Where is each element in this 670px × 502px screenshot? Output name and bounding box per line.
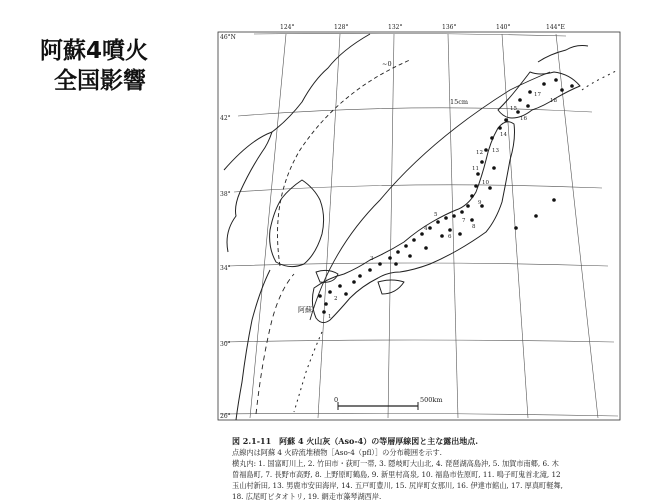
latitude-line-38 [234,185,602,192]
isopach-0cm [278,60,411,266]
lat-label-26: 26° [220,413,231,420]
locality-label-11: 11 [472,166,479,172]
caption-line-2: 横丸内: 1. 国富町川上, 2. 竹田市・荻町一帯, 3. 隠岐町大山北, 4. 琵琶湖高島沖, 5. 加賀市南郷, 6. 木 [232,459,559,468]
locality-label-7: 7 [462,218,466,224]
longitude-line-132 [388,34,394,418]
lon-label-124: 124° [280,24,295,31]
caption-line-3: 曽福島町, 7. 長野市高野, 8. 上野原町鶴島, 9. 新里村高泉, 10. 福島市佐原町, 11. 鳴子町鬼首北滝, 12 [232,470,561,479]
locality-label-13: 13 [492,148,499,154]
outcrop-dots [318,78,574,314]
longitude-line-124 [250,34,286,418]
honshu-kyushu [312,122,514,323]
locality-label-6: 6 [448,234,452,240]
lon-label-136: 136° [442,24,457,31]
locality-label-15: 15 [510,106,517,112]
locality-label-2: 2 [334,296,338,302]
lat-label-46: 46°N [220,34,236,41]
figure-caption [232,436,632,502]
locality-label-4: 4 [424,226,428,232]
graticule [220,33,618,418]
isopach-label-0: ~0 [382,60,392,68]
lat-label-42: 42° [220,115,231,122]
scale-start-label: 0 [334,396,339,404]
longitude-line-136 [448,34,458,418]
caption-line-5: 18. 広尾町ビタオトリ, 19. 網走市藻琴湖西岸. [232,492,382,501]
latitude-line-30 [224,340,614,342]
locality-label-17: 17 [534,92,541,98]
shikoku [378,280,404,294]
locality-label-14: 14 [500,132,507,138]
caption-line-4: 玉山村新田, 13. 男鹿市安田海岸, 14. 五戸町豊川, 15. 尻岸町女那川, 16. 伊達市館山, 17. 厚真町軽舞, [232,481,563,490]
map-frame [218,32,620,420]
china-east-coast [236,270,270,420]
latitude-line-46 [254,33,566,36]
aso-place-label: 阿蘇 [298,306,312,314]
coastlines [224,34,618,420]
slide-title [40,36,148,96]
lat-label-34: 34° [220,265,231,272]
locality-label-5: 5 [434,212,438,218]
lon-label-132: 132° [388,24,403,31]
title-line-2: 全国影響 [54,68,146,94]
north-china-coast [227,132,272,252]
lat-label-30: 30° [220,341,231,348]
isopach-map-figure [210,20,630,501]
locality-label-10: 10 [482,180,489,186]
locality-label-8: 8 [472,224,476,230]
isopach-map [210,20,630,430]
lon-label-128: 128° [334,24,349,31]
longitude-labels [280,24,565,31]
caption-line-1: 点線内は阿蘇 4 火砕流堆積物［Aso-4（pfl）］の分布範囲を示す. [232,448,442,457]
locality-label-16: 16 [520,116,527,122]
isopach-label-15cm: 15cm [450,98,469,106]
lon-label-140: 140° [496,24,511,31]
kuril-islands [582,70,618,90]
caption-title: 図 2.1-11 阿蘇 4 火山灰（Aso-4）の等層厚線図と主な露出地点. [232,436,479,446]
isopach-lines [278,60,551,320]
lon-label-144: 144°E [546,24,565,31]
latitude-labels [220,34,236,420]
locality-label-12: 12 [476,150,483,156]
locality-label-18: 18 [550,98,557,104]
asia-mainland-coast [224,34,370,170]
locality-label-3: 3 [370,256,374,262]
title-line-1: 阿蘇4噴火 [40,38,149,64]
longitude-line-128 [318,34,340,418]
scale-end-label: 500km [420,396,443,404]
locality-number-labels [328,92,557,320]
locality-label-1: 1 [328,314,332,320]
ryukyu-islands [294,332,322,412]
locality-label-9: 9 [478,200,482,206]
latitude-line-26 [220,413,618,416]
lat-label-38: 38° [220,191,231,198]
sakhalin [538,46,588,63]
